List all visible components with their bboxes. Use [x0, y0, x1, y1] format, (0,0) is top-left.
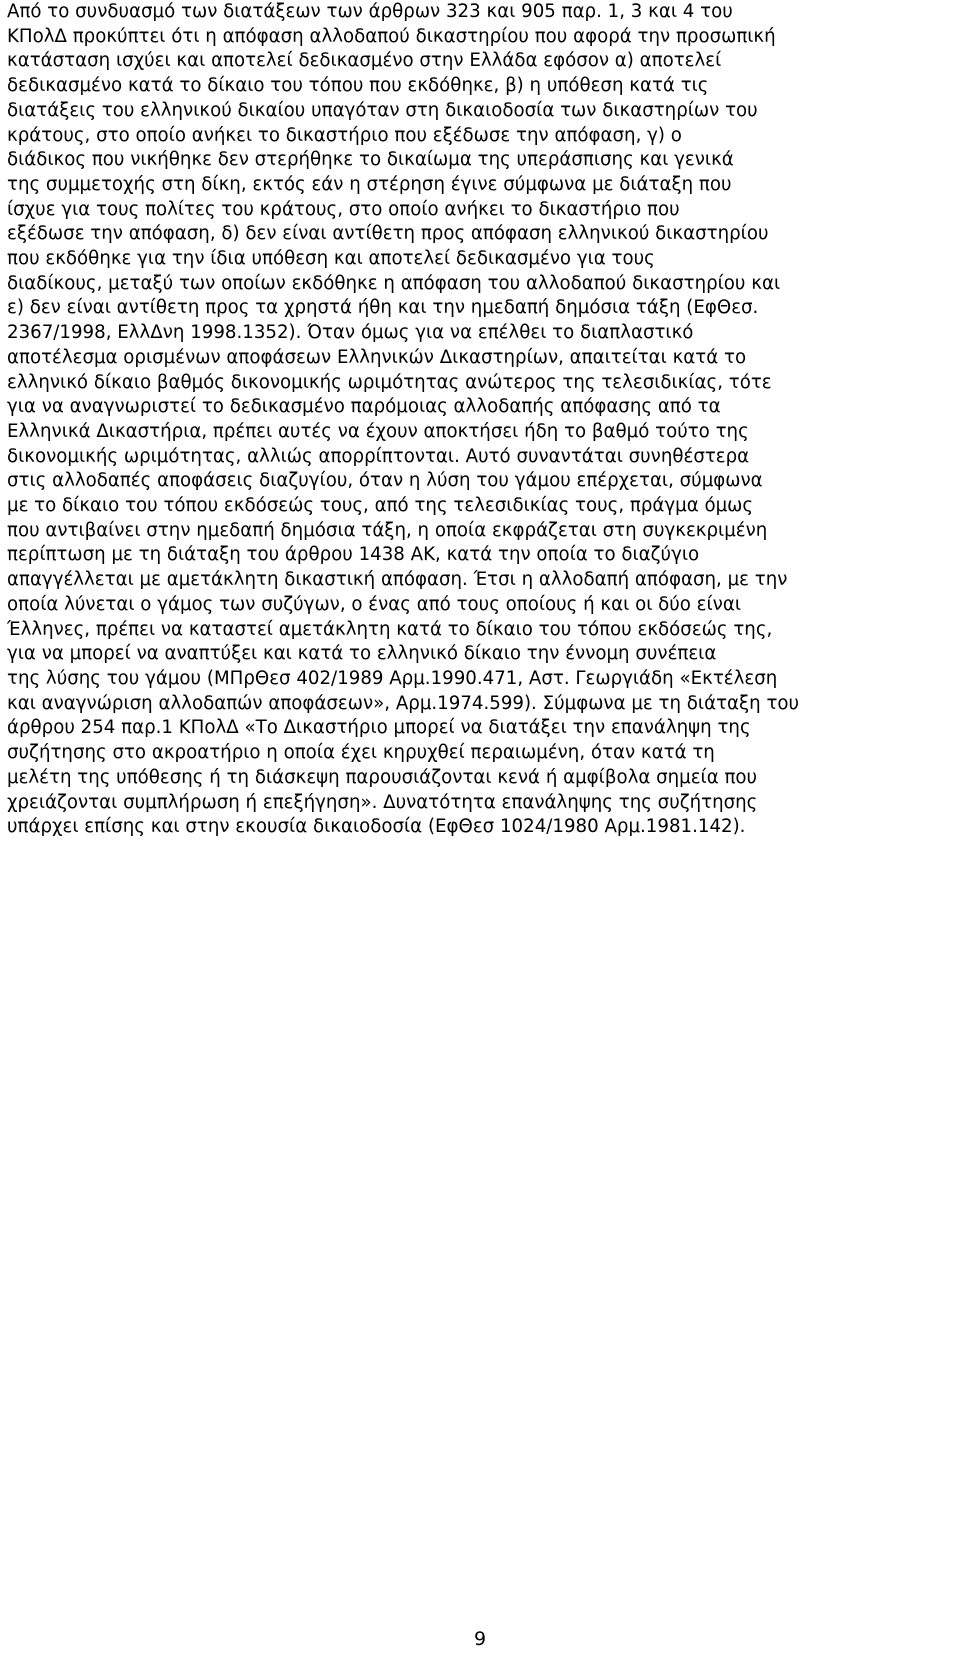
- text-line: και αναγνώριση αλλοδαπών αποφάσεων», Αρμ.1974.599). Σύμφωνα με τη διάταξη του: [7, 692, 800, 714]
- text-line: κράτους, στο οποίο ανήκει το δικαστήριο που εξέδωσε την απόφαση, γ) ο: [7, 124, 682, 146]
- text-line: χρειάζονται συμπλήρωση ή επεξήγηση». Δυνατότητα επανάληψης της συζήτησης: [7, 791, 758, 813]
- text-line: ε) δεν είναι αντίθετη προς τα χρηστά ήθη και την ημεδαπή δημόσια τάξη (ΕφΘεσ.: [7, 297, 759, 319]
- body-paragraph: [7, 0, 953, 840]
- text-line: αποτέλεσμα ορισμένων αποφάσεων Ελληνικών Δικαστηρίων, απαιτείται κατά το: [7, 346, 747, 368]
- text-line: διαδίκους, μεταξύ των οποίων εκδόθηκε η απόφαση του αλλοδαπού δικαστηρίου και: [7, 272, 781, 294]
- text-line: κατάσταση ισχύει και αποτελεί δεδικασμένο στην Ελλάδα εφόσον α) αποτελεί: [7, 50, 722, 72]
- text-line: εξέδωσε την απόφαση, δ) δεν είναι αντίθετη προς απόφαση ελληνικού δικαστηρίου: [7, 223, 769, 245]
- text-line: άρθρου 254 παρ.1 ΚΠολΔ «Το Δικαστήριο μπορεί να διατάξει την επανάληψη της: [7, 717, 751, 739]
- text-line: για να μπορεί να αναπτύξει και κατά το ελληνικό δίκαιο την έννομη συνέπεια: [7, 643, 717, 665]
- text-line: που εκδόθηκε για την ίδια υπόθεση και αποτελεί δεδικασμένο για τους: [7, 248, 655, 270]
- text-line: δεδικασμένο κατά το δίκαιο του τόπου που εκδόθηκε, β) η υπόθεση κατά τις: [7, 75, 709, 97]
- text-line: στις αλλοδαπές αποφάσεις διαζυγίου, όταν η λύση του γάμου επέρχεται, σύμφωνα: [7, 470, 763, 492]
- text-line: της συμμετοχής στη δίκη, εκτός εάν η στέρηση έγινε σύμφωνα με διάταξη που: [7, 173, 732, 195]
- text-line: για να αναγνωριστεί το δεδικασμένο παρόμοιας αλλοδαπής απόφασης από τα: [7, 396, 721, 418]
- text-line: ΚΠολΔ προκύπτει ότι η απόφαση αλλοδαπού δικαστηρίου που αφορά την προσωπική: [7, 25, 776, 47]
- text-line: της λύσης του γάμου (ΜΠρΘεσ 402/1989 Αρμ.1990.471, Αστ. Γεωργιάδη «Εκτέλεση: [7, 667, 778, 689]
- text-line: συζήτησης στο ακροατήριο η οποία έχει κηρυχθεί περαιωμένη, όταν κατά τη: [7, 742, 715, 764]
- text-line: 2367/1998, ΕλλΔνη 1998.1352). Όταν όμως για να επέλθει το διαπλαστικό: [7, 322, 694, 344]
- text-line: περίπτωση με τη διάταξη του άρθρου 1438 ΑΚ, κατά την οποία το διαζύγιο: [7, 544, 700, 566]
- text-line: δικονομικής ωριμότητας, αλλιώς απορρίπτονται. Αυτό συναντάται συνηθέστερα: [7, 445, 750, 467]
- text-line: Έλληνες, πρέπει να καταστεί αμετάκλητη κατά το δίκαιο του τόπου εκδόσεώς της,: [7, 618, 773, 640]
- page-number: 9: [473, 1628, 487, 1650]
- text-line: ίσχυε για τους πολίτες του κράτους, στο οποίο ανήκει το δικαστήριο που: [7, 198, 680, 220]
- text-line: Από το συνδυασμό των διατάξεων των άρθρων 323 και 905 παρ. 1, 3 και 4 του: [7, 1, 733, 22]
- text-line: με το δίκαιο του τόπου εκδόσεώς τους, από της τελεσιδικίας τους, πράγμα όμως: [7, 495, 754, 517]
- text-line: απαγγέλλεται με αμετάκλητη δικαστική απόφαση. Έτσι η αλλοδαπή απόφαση, με την: [7, 569, 788, 591]
- text-line: που αντιβαίνει στην ημεδαπή δημόσια τάξη, η οποία εκφράζεται στη συγκεκριμένη: [7, 519, 768, 541]
- text-line: Ελληνικά Δικαστήρια, πρέπει αυτές να έχουν αποκτήσει ήδη το βαθμό τούτο της: [7, 420, 749, 442]
- text-line: διάδικος που νικήθηκε δεν στερήθηκε το δικαίωμα της υπεράσπισης και γενικά: [7, 149, 734, 171]
- text-line: οποία λύνεται ο γάμος των συζύγων, ο ένας από τους οποίους ή και οι δύο είναι: [7, 593, 741, 615]
- text-line: υπάρχει επίσης και στην εκουσία δικαιοδοσία (ΕφΘεσ 1024/1980 Αρμ.1981.142).: [7, 816, 746, 838]
- text-line: ελληνικό δίκαιο βαθμός δικονομικής ωριμότητας ανώτερος της τελεσιδικίας, τότε: [7, 371, 772, 393]
- text-line: μελέτη της υπόθεσης ή τη διάσκεψη παρουσιάζονται κενά ή αμφίβολα σημεία που: [7, 766, 758, 788]
- text-line: διατάξεις του ελληνικού δικαίου υπαγόταν στη δικαιοδοσία των δικαστηρίων του: [7, 99, 758, 121]
